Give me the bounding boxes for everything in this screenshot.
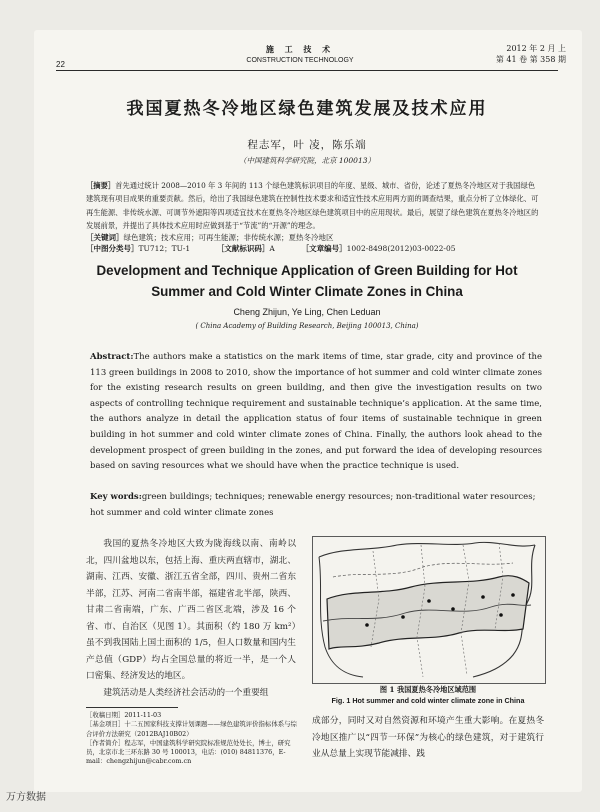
footnote-rule <box>86 707 178 708</box>
keywords-cn-label: ［关键词］ <box>86 233 124 243</box>
article-id-value: 1002-8498(2012)03-0022-05 <box>346 244 456 254</box>
figure-caption-en: Fig. 1 Hot summer and cold winter climate zone in China <box>331 696 525 705</box>
issue-volume: 第 41 卷 第 358 期 <box>495 55 566 64</box>
map-city-dot <box>365 623 369 627</box>
affiliation-cn: （中国建筑科学研究院，北京 100013） <box>238 156 375 165</box>
climate-zone-map <box>312 536 546 684</box>
wanfang-watermark: 万方数据 <box>6 792 46 803</box>
journal-header <box>214 44 386 66</box>
footnote-fund: ［基金项目］十二五国家科技支撑计划课题——绿色建筑评价指标体系与综合评价方法研究（2012BAJ10B02） <box>86 720 297 738</box>
issue-date: 2012 年 2 月 上 <box>506 44 566 53</box>
body-paragraph-1: 我国的夏热冬冷地区大致为陇海线以南、南岭以北，四川盆地以东，包括上海、重庆两直辖市，湖北、湖南、江西、安徽、浙江五省全部，四川、贵州二省东半部，江苏、河南二省南半部，福建省北半部，陕西、甘肃二省南端，广东、广西二省区北端，涉及 16 个省、市、自治区（见图 1）。其面积（约 180 万 km²）虽不到我国陆上国土面积的 1/5，但人口数量和国内生产总值（GDP）均占全国总量的将近一半，是一个人口密集、经济发达的地区。 <box>86 539 296 681</box>
map-city-dot <box>499 613 503 617</box>
keywords-en-label: Key words: <box>90 492 142 502</box>
map-city-dot <box>401 615 405 619</box>
doc-code-value: A <box>269 244 275 254</box>
footnote-received: ［收稿日期］2011-11-03 <box>86 711 162 719</box>
abstract-en-label: Abstract: <box>90 352 134 362</box>
abstract-en: The authors make a statistics on the mark items of time, star grade, city and province of the 113 green buildings in 2008 to 2010, show the importance of hot summer and cold winter climate zones for the existing research results on green building, and then give the investigation results on two aspects of controlling technique requirement and sustainable technique’s application. At the same time, the authors analyze in detail the application status of four items of sustainable technique in green building in hot summer and cold winter climate zones of China. Finally, the authors look ahead to the development prospect of green building in the zones, and put forward the idea of developing resources based on saving resources what we should have when the practice technique is used. <box>90 352 542 472</box>
footnotes <box>86 711 298 767</box>
authors-cn: 程志军，叶 凌，陈乐端 <box>247 139 367 151</box>
keywords-cn: 绿色建筑；技术应用；可再生能源；非传统水源；夏热冬冷地区 <box>123 233 334 243</box>
footnote-author: ［作者简介］程志军，中国建筑科学研究院标准规范处处长，博士，研究员，北京市北三环东路 30 号 100013，电话：(010) 84811376，E-mail：chengzhijun@cabr.com.cn <box>86 738 291 766</box>
body-left-column <box>86 536 296 701</box>
page-number: 22 <box>56 60 65 69</box>
article-id-label: ［文章编号］ <box>301 244 347 254</box>
map-city-dot <box>451 607 455 611</box>
title-cn: 我国夏热冬冷地区绿色建筑发展及技术应用 <box>126 99 488 119</box>
map-city-dot <box>427 599 431 603</box>
figure-caption-cn: 图 1 我国夏热冬冷地区域范围 <box>379 685 477 694</box>
clc-value: TU712；TU-1 <box>138 244 191 254</box>
header-rule <box>56 70 558 71</box>
abstract-cn: 首先通过统计 2008—2010 年 3 年间的 113 个绿色建筑标识项目的年度、星级、城市、省份，论述了夏热冬冷地区对于我国绿色建筑现有项目成果的重要贡献。然后，给出了我国绿色建筑在控制性技术要求和适宜性技术应用两方面的调查结果，重点分析了立体绿化、可再生能源、非传统水源、可调节外遮阳等四项适宜技术在夏热冬冷地区绿色建筑项目中的应用现状。最后，展望了绿色建筑在夏热冬冷地区的发展前景，并提出了具体技术应用时应做到基于“节流”的“开源”的理念。 <box>86 181 539 230</box>
classification-row <box>86 243 542 254</box>
map-city-dot <box>481 595 485 599</box>
abstract-cn-label: ［摘要］ <box>86 181 116 190</box>
body-right-paragraph: 成部分，同时又对自然资源和环境产生重大影响。在夏热冬冷地区推广以“四节一环保”为核心的绿色建筑，对于建筑行业从总量上实现节能减排、践 <box>312 716 544 759</box>
abstract-en-block <box>90 350 542 475</box>
journal-name-en: CONSTRUCTION TECHNOLOGY <box>246 57 354 64</box>
map-illustration <box>313 537 545 683</box>
keywords-en: green buildings; techniques; renewable energy resources; non-traditional water resources; hot summer and cold winter climate zones <box>90 492 536 518</box>
map-city-dot <box>511 593 515 597</box>
body-right-column <box>312 713 544 763</box>
map-border-north <box>319 542 535 557</box>
issue-info <box>496 43 566 65</box>
doc-code-label: ［文献标识码］ <box>216 244 270 254</box>
title-en-line-2: Summer and Cold Winter Climate Zones in China <box>151 284 463 299</box>
journal-name-cn: 施 工 技 术 <box>265 44 335 54</box>
clc-label: ［中图分类号］ <box>86 244 139 254</box>
affiliation-en: ( China Academy of Building Research, Beijing 100013, China) <box>195 322 419 330</box>
climate-zone-region <box>327 576 529 649</box>
title-en <box>56 260 558 302</box>
title-en-line-1: Development and Technique Application of Green Building for Hot <box>96 263 518 278</box>
body-paragraph-2: 建筑活动是人类经济社会活动的一个重要组 <box>103 687 269 698</box>
figure-caption <box>312 684 544 706</box>
abstract-cn-block <box>86 179 542 254</box>
keywords-en-block <box>90 490 542 521</box>
authors-en: Cheng Zhijun, Ye Ling, Chen Leduan <box>233 307 381 317</box>
